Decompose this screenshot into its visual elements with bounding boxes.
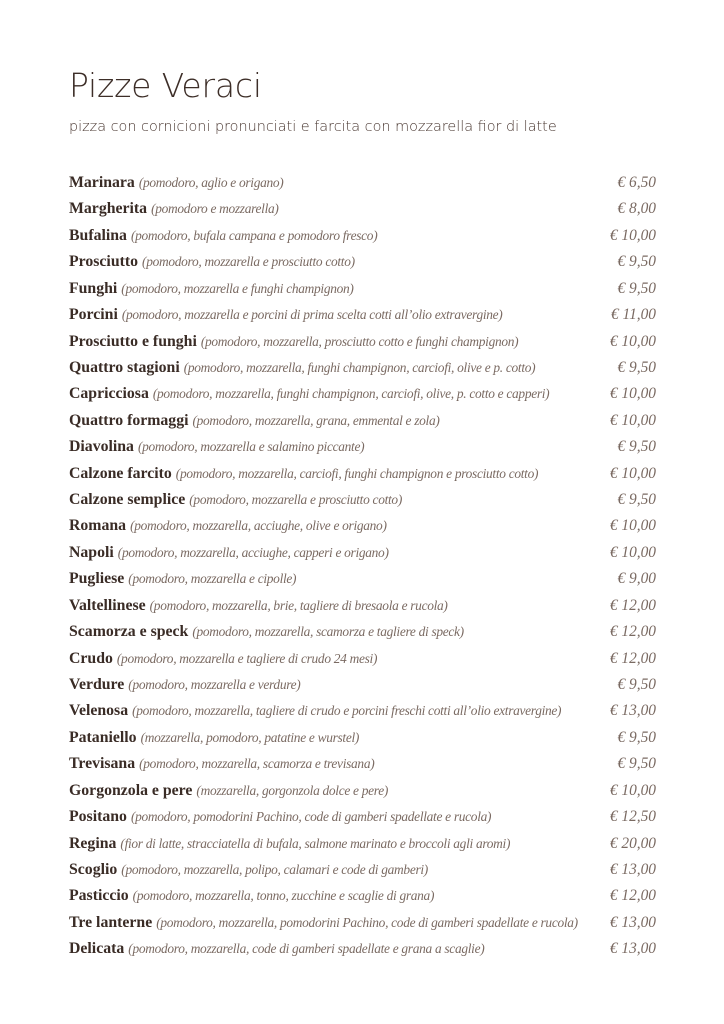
menu-item [69, 461, 656, 487]
menu-item [69, 434, 656, 460]
menu-item [69, 619, 656, 645]
item-description: (pomodoro, mozzarella, prosciutto cotto e funghi champignon) [200, 333, 519, 349]
item-description: (pomodoro, mozzarella, acciughe, capperi e origano) [117, 544, 389, 560]
item-description: (pomodoro, mozzarella e prosciutto cotto) [189, 492, 402, 508]
item-description: (pomodoro, mozzarella, grana, emmental e zola) [192, 412, 440, 428]
item-price: € 9,50 [617, 438, 656, 456]
menu-item [69, 857, 656, 883]
item-price: € 12,00 [609, 887, 656, 905]
item-description: (pomodoro e mozzarella) [151, 201, 279, 217]
item-description: (pomodoro, mozzarella, scamorza e tagliere di speck) [192, 624, 464, 640]
item-price: € 10,00 [609, 543, 656, 561]
menu-item [69, 883, 656, 909]
item-description: (pomodoro, mozzarella e prosciutto cotto) [142, 254, 355, 270]
item-description: (pomodoro, mozzarella e verdure) [128, 677, 301, 693]
menu-item [69, 276, 656, 302]
item-description: (pomodoro, mozzarella, funghi champignon, carciofi, olive, p. cotto e capperi) [152, 386, 550, 402]
item-name: Napoli [69, 543, 114, 561]
item-price: € 6,50 [617, 174, 656, 191]
item-price: € 9,50 [617, 728, 656, 746]
item-price: € 20,00 [609, 834, 656, 852]
page-subtitle: pizza con cornicioni pronunciati e farcita con mozzarella fior di latte [69, 119, 557, 135]
item-price: € 12,50 [609, 808, 656, 826]
item-description: (pomodoro, pomodorini Pachino, code di gamberi spadellate e rucola) [130, 809, 492, 825]
item-description: (pomodoro, mozzarella, acciughe, olive e origano) [130, 518, 387, 534]
menu-item [69, 593, 656, 619]
menu-item [69, 672, 656, 698]
menu-item [69, 513, 656, 539]
item-description: (pomodoro, mozzarella, code di gamberi spadellate e grana a scaglie) [128, 941, 485, 957]
item-name: Bufalina [69, 226, 127, 244]
item-description: (mozzarella, gorgonzola dolce e pere) [196, 782, 389, 798]
menu-item [69, 355, 656, 381]
item-description: (pomodoro, mozzarella e cipolle) [128, 571, 297, 587]
menu-item [69, 566, 656, 592]
item-description: (pomodoro, mozzarella, carciofi, funghi champignon e prosciutto cotto) [175, 465, 539, 481]
item-price: € 13,00 [609, 940, 656, 958]
item-name: Marinara [69, 174, 135, 191]
item-name: Crudo [69, 649, 113, 667]
menu-item [69, 725, 656, 751]
item-name: Quattro stagioni [69, 358, 180, 376]
menu-item [69, 698, 656, 724]
item-description: (pomodoro, mozzarella e tagliere di crudo 24 mesi) [116, 650, 378, 666]
item-price: € 13,00 [609, 860, 656, 878]
item-name: Pugliese [69, 570, 125, 588]
item-description: (pomodoro, mozzarella, polipo, calamari e code di gamberi) [121, 861, 428, 877]
item-name: Velenosa [69, 702, 129, 720]
item-name: Calzone farcito [69, 464, 172, 482]
item-description: (pomodoro, mozzarella, tagliere di crudo e porcini freschi cotti all’olio extravergine) [132, 703, 562, 719]
item-name: Pataniello [69, 728, 137, 746]
item-name: Diavolina [69, 438, 134, 456]
item-description: (pomodoro, mozzarella, pomodorini Pachino, code di gamberi spadellate e rucola) [156, 914, 578, 930]
item-price: € 11,00 [610, 306, 656, 324]
page-title: Pizze Veraci [69, 66, 262, 105]
item-price: € 9,50 [617, 279, 656, 297]
item-name: Prosciutto [69, 253, 139, 271]
menu-item [69, 910, 656, 936]
item-price: € 9,00 [617, 570, 656, 588]
item-price: € 10,00 [609, 464, 656, 482]
item-description: (pomodoro, mozzarella e salamino piccante) [137, 439, 365, 455]
item-name: Verdure [69, 676, 125, 694]
item-name: Funghi [69, 279, 118, 297]
item-name: Scamorza e speck [69, 623, 189, 641]
item-name: Gorgonzola e pere [69, 781, 193, 799]
menu-item [69, 646, 656, 672]
item-description: (mozzarella, pomodoro, patatine e wurstel) [140, 729, 360, 745]
item-name: Capricciosa [69, 385, 149, 403]
menu-item [69, 487, 656, 513]
item-price: € 9,50 [617, 676, 656, 694]
item-price: € 9,50 [617, 358, 656, 376]
menu-item [69, 223, 656, 249]
menu-item [69, 936, 656, 962]
item-name: Positano [69, 808, 127, 826]
item-description: (pomodoro, aglio e origano) [138, 175, 284, 190]
item-description: (pomodoro, mozzarella, funghi champignon, carciofi, olive e p. cotto) [183, 359, 536, 375]
menu-item [69, 778, 656, 804]
item-price: € 10,00 [609, 517, 656, 535]
item-name: Quattro formaggi [69, 411, 189, 429]
item-name: Margherita [69, 200, 148, 218]
item-price: € 13,00 [609, 702, 656, 720]
item-description: (fior di latte, stracciatella di bufala, salmone marinato e broccoli agli aromi) [120, 835, 511, 851]
item-price: € 13,00 [609, 913, 656, 931]
item-price: € 10,00 [609, 781, 656, 799]
item-description: (pomodoro, mozzarella, scamorza e trevisana) [139, 756, 375, 772]
item-description: (pomodoro, bufala campana e pomodoro fresco) [130, 227, 378, 243]
item-name: Pasticcio [69, 887, 129, 905]
item-price: € 12,00 [609, 649, 656, 667]
item-price: € 12,00 [609, 623, 656, 641]
menu-item [69, 170, 656, 196]
menu-item [69, 302, 656, 328]
item-price: € 10,00 [609, 226, 656, 244]
item-name: Tre lanterne [69, 913, 153, 931]
item-price: € 9,50 [617, 491, 656, 509]
menu-item [69, 408, 656, 434]
item-price: € 10,00 [609, 411, 656, 429]
item-description: (pomodoro, mozzarella, tonno, zucchine e scaglie di grana) [132, 888, 435, 904]
menu-item [69, 381, 656, 407]
item-name: Delicata [69, 940, 125, 958]
menu-item [69, 751, 656, 777]
item-name: Regina [69, 834, 117, 852]
menu-item [69, 540, 656, 566]
item-name: Valtellinese [69, 596, 146, 614]
item-price: € 9,50 [617, 253, 656, 271]
menu-list [69, 170, 656, 963]
item-description: (pomodoro, mozzarella, brie, tagliere di bresaola e rucola) [149, 597, 448, 613]
menu-item [69, 329, 656, 355]
item-name: Porcini [69, 306, 118, 324]
item-name: Prosciutto e funghi [69, 332, 197, 350]
menu-item [69, 804, 656, 830]
item-name: Trevisana [69, 755, 136, 773]
menu-item [69, 249, 656, 275]
menu-item [69, 196, 656, 222]
item-price: € 10,00 [609, 385, 656, 403]
item-price: € 8,00 [617, 200, 656, 218]
item-name: Calzone semplice [69, 491, 186, 509]
item-price: € 10,00 [609, 332, 656, 350]
item-price: € 12,00 [609, 596, 656, 614]
item-name: Scoglio [69, 860, 118, 878]
item-description: (pomodoro, mozzarella e porcini di prima scelta cotti all’olio extravergine) [121, 307, 503, 323]
menu-item [69, 831, 656, 857]
item-description: (pomodoro, mozzarella e funghi champignon) [121, 280, 354, 296]
item-price: € 9,50 [617, 755, 656, 773]
item-name: Romana [69, 517, 127, 535]
